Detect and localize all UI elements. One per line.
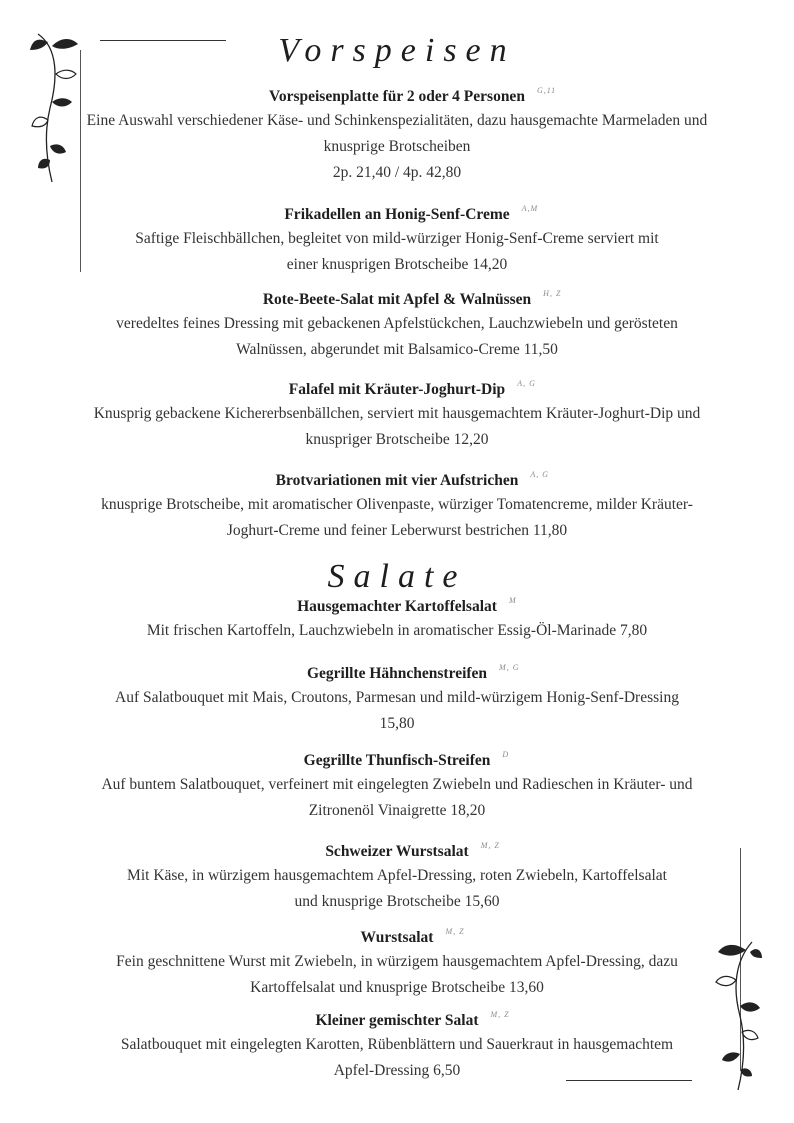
menu-item — [60, 1010, 734, 1084]
allergen-note: M, Z — [490, 1010, 510, 1019]
item-description: Auf Salatbouquet mit Mais, Croutons, Parmesan und mild-würzigem Honig-Senf-Dressing 15,80 — [115, 689, 679, 732]
menu-item — [60, 596, 734, 644]
item-name: Schweizer Wurstsalat M, Z — [325, 841, 468, 863]
allergen-note: M, G — [499, 663, 520, 672]
item-description: Fein geschnittene Wurst mit Zwiebeln, in würzigem hausgemachtem Apfel-Dressing, dazu Kartoffelsalat und knusprige Brotscheibe 13,60 — [116, 953, 678, 996]
allergen-note: M — [508, 596, 517, 605]
menu-item — [60, 927, 734, 1001]
allergen-note: A,M — [521, 204, 539, 213]
item-name: Wurstsalat M, Z — [361, 927, 434, 949]
item-name: Kleiner gemischter Salat M, Z — [315, 1010, 478, 1032]
menu-item — [60, 750, 734, 824]
item-name: Hausgemachter Kartoffelsalat M — [297, 596, 497, 618]
item-name: Falafel mit Kräuter-Joghurt-Dip A, G — [289, 379, 505, 401]
item-name: Frikadellen an Honig-Senf-Creme A,M — [284, 204, 509, 226]
menu-item — [60, 470, 734, 544]
allergen-note: M, Z — [480, 841, 500, 850]
allergen-note: H, Z — [543, 289, 562, 298]
item-name: Brotvariationen mit vier Aufstrichen A, G — [276, 470, 519, 492]
item-price: 2p. 21,40 / 4p. 42,80 — [332, 164, 462, 181]
item-description: Mit frischen Kartoffeln, Lauchzwiebeln in aromatischer Essig-Öl-Marinade 7,80 — [146, 622, 648, 639]
allergen-note: M, Z — [445, 927, 465, 936]
item-name: Rote-Beete-Salat mit Apfel & Walnüssen H, Z — [263, 289, 531, 311]
menu-item — [60, 379, 734, 453]
item-description: Mit Käse, in würzigem hausgemachtem Apfel-Dressing, roten Zwiebeln, Kartoffelsalat und knusprige Brotscheibe 15,60 — [127, 867, 667, 910]
allergen-note: A, G — [530, 470, 549, 479]
vorspeisen-title: Vorspeisen — [278, 32, 516, 69]
menu-item — [60, 841, 734, 915]
item-description: Auf buntem Salatbouquet, verfeinert mit eingelegten Zwiebeln und Radieschen in Kräuter- und Zitronenöl Vinaigrette 18,20 — [101, 776, 693, 819]
item-description: knusprige Brotscheibe, mit aromatischer Olivenpaste, würziger Tomatencreme, milder Kräuter-Joghurt-Creme und feiner Leberwurst bestrichen 11,80 — [101, 496, 693, 539]
allergen-note: G,11 — [536, 86, 557, 95]
item-description: veredeltes feines Dressing mit gebackenen Apfelstückchen, Lauchzwiebeln und gerösteten Walnüssen, abgerundet mit Balsamico-Creme 11,50 — [116, 315, 678, 358]
menu-item — [60, 86, 734, 186]
menu-item — [60, 204, 734, 278]
item-description: Salatbouquet mit eingelegten Karotten, Rübenblättern und Sauerkraut in hausgemachtem Apfel-Dressing 6,50 — [120, 1036, 674, 1079]
item-description: Knusprig gebackene Kichererbsenbällchen, serviert mit hausgemachtem Kräuter-Joghurt-Dip und knuspriger Brotscheibe 12,20 — [93, 405, 701, 448]
item-description: Saftige Fleischbällchen, begleitet von mild-würziger Honig-Senf-Creme serviert mit einer knusprigen Brotscheibe 14,20 — [135, 230, 659, 273]
item-name: Gegrillte Hähnchenstreifen M, G — [307, 663, 487, 685]
item-name: Gegrillte Thunfisch-Streifen D — [304, 750, 491, 772]
allergen-note: D — [502, 750, 510, 759]
item-name: Vorspeisenplatte für 2 oder 4 Personen G,11 — [269, 86, 525, 108]
salate-title: Salate — [327, 558, 467, 595]
allergen-note: A, G — [517, 379, 536, 388]
item-description: Eine Auswahl verschiedener Käse- und Schinkenspezialitäten, dazu hausgemachte Marmeladen und knusprige Brotscheiben — [86, 112, 708, 155]
menu-item — [60, 289, 734, 363]
menu-item — [60, 663, 734, 737]
